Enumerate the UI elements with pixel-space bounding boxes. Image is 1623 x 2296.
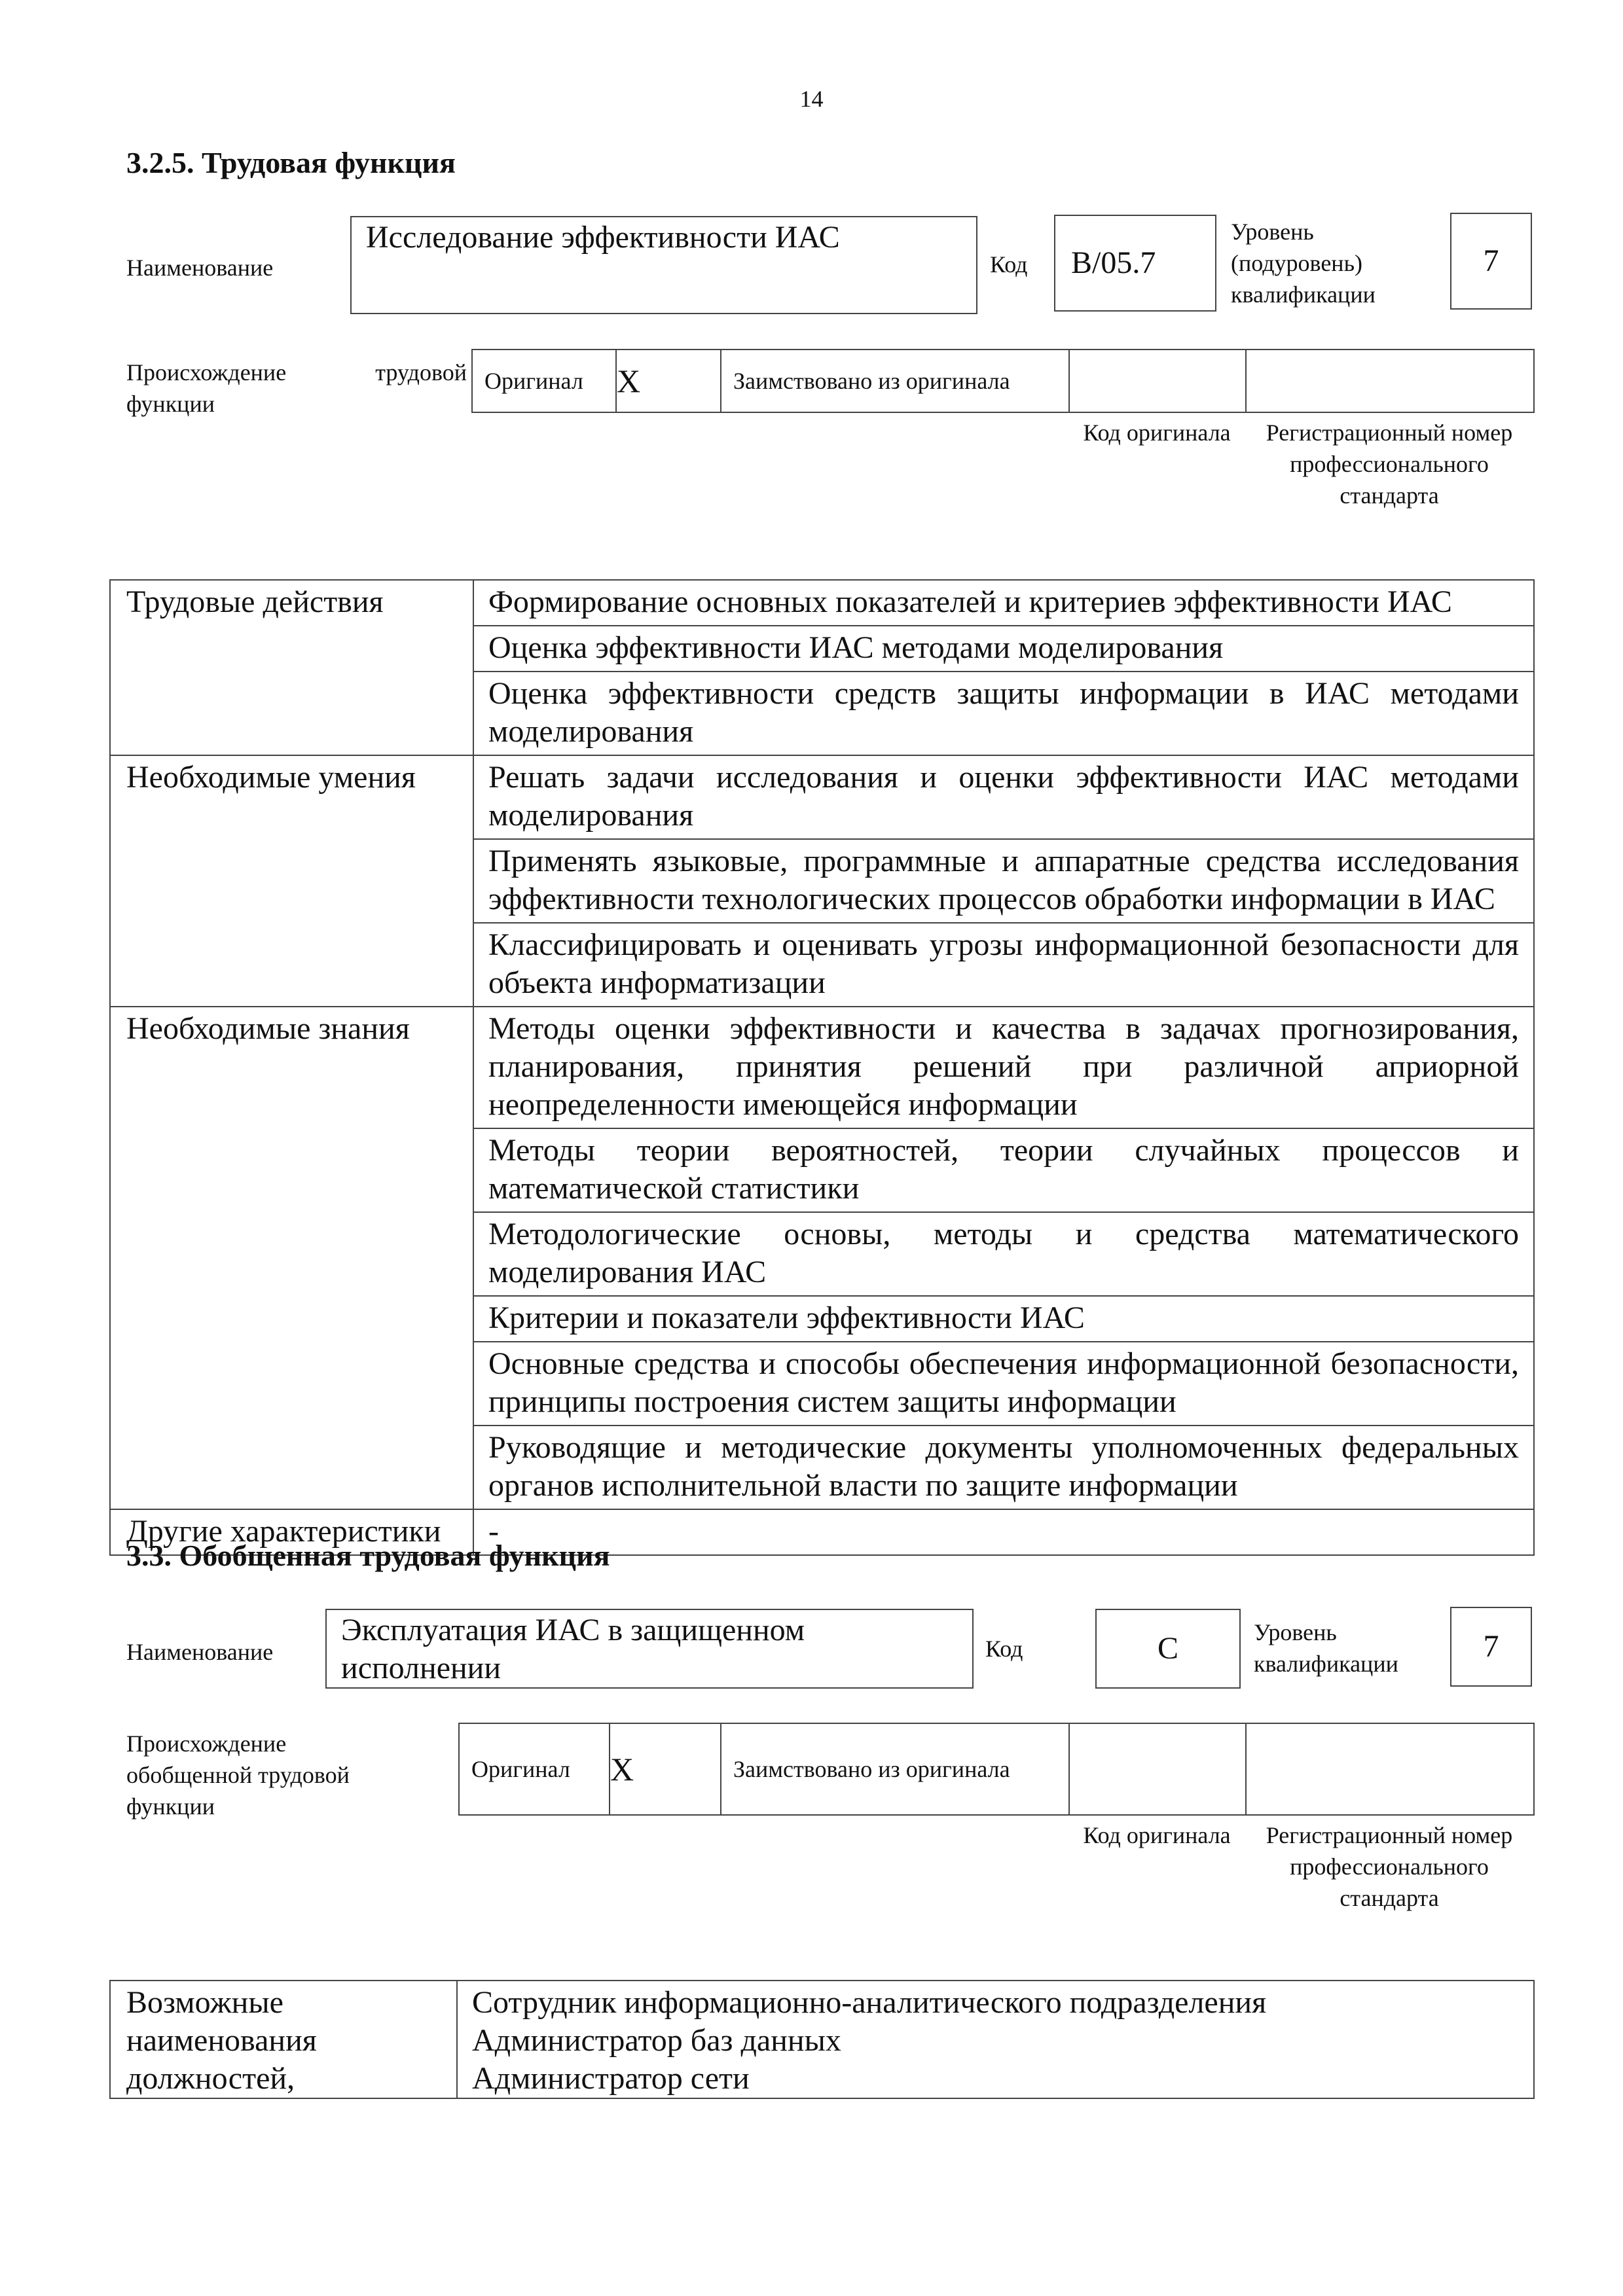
reg-number-cell-33 [1246, 1723, 1534, 1815]
original-label-33: Оригинал [459, 1723, 610, 1815]
reg-number-caption-33: Регистрационный номер профессионального стандарта [1266, 1822, 1513, 1911]
name-value-325: Исследование эффективности ИАС [350, 216, 977, 314]
row-heading-other: Другие характеристики [110, 1509, 473, 1555]
position-item: Администратор баз данных [472, 2023, 841, 2058]
borrowed-label-33: Заимствовано из оригинала [721, 1723, 1069, 1815]
position-item: Сотрудник информационно-аналитического подразделения [472, 1985, 1267, 2020]
code-label-325: Код [990, 251, 1028, 278]
name-label-325: Наименование [126, 255, 274, 281]
code-original-caption-33: Код оригинала [1083, 1822, 1231, 1848]
action-item: Оценка эффективности средств защиты информации в ИАС методами моделирования [473, 672, 1534, 755]
reg-number-cell-325 [1246, 350, 1534, 412]
original-label-325: Оригинал [472, 350, 616, 412]
code-label-33: Код [985, 1636, 1023, 1662]
action-item: Оценка эффективности ИАС методами моделирования [473, 626, 1534, 672]
skill-item: Решать задачи исследования и оценки эффективности ИАС методами моделирования [473, 755, 1534, 839]
function-table-325 [109, 579, 1535, 1556]
code-value-33: C [1095, 1609, 1241, 1689]
skill-item: Применять языковые, программные и аппаратные средства исследования эффективности технологических процессов обработки информации в ИАС [473, 839, 1534, 923]
page-number: 14 [799, 86, 824, 112]
borrowed-label-325: Заимствовано из оригинала [721, 350, 1069, 412]
level-value-33: 7 [1450, 1607, 1532, 1687]
row-heading-skills: Необходимые умения [110, 755, 473, 1007]
origin-label-33: Происхождение обобщенной трудовой функции [126, 1731, 350, 1820]
origin-label-325: Происхождение трудовой функции [126, 359, 467, 417]
original-mark-325: X [616, 350, 721, 412]
action-item: Формирование основных показателей и критериев эффективности ИАС [473, 580, 1534, 626]
knowledge-item: Основные средства и способы обеспечения информационной безопасности, принципы построения систем защиты информации [473, 1342, 1534, 1426]
reg-number-caption-325: Регистрационный номер профессионального стандарта [1266, 420, 1513, 509]
level-label-325: Уровень (подуровень) квалификации [1231, 219, 1376, 308]
row-heading-actions: Трудовые действия [110, 580, 473, 755]
knowledge-item: Руководящие и методические документы уполномоченных федеральных органов исполнительной власти по защите информации [473, 1426, 1534, 1509]
position-item: Администратор сети [472, 2061, 750, 2096]
name-label-33: Наименование [126, 1639, 274, 1665]
positions-cell [457, 1981, 1534, 2098]
level-label-33: Уровень квалификации [1254, 1619, 1398, 1677]
positions-label: Возможные наименования должностей, [110, 1981, 457, 2098]
name-value-33: Эксплуатация ИАС в защищенном исполнении [325, 1609, 974, 1689]
skill-item: Классифицировать и оценивать угрозы информационной безопасности для объекта информатизации [473, 923, 1534, 1007]
original-mark-33: X [610, 1723, 721, 1815]
knowledge-item: Методы теории вероятностей, теории случайных процессов и математической статистики [473, 1128, 1534, 1212]
row-heading-knowledge: Необходимые знания [110, 1007, 473, 1509]
code-original-cell-325 [1069, 350, 1246, 412]
knowledge-item: Методы оценки эффективности и качества в задачах прогнозирования, планирования, принятия решений при различной априорной неопределенности имеющейся информации [473, 1007, 1534, 1128]
knowledge-item: Критерии и показатели эффективности ИАС [473, 1296, 1534, 1342]
knowledge-item: Методологические основы, методы и средства математического моделирования ИАС [473, 1212, 1534, 1296]
section-heading-325: 3.2.5. Трудовая функция [126, 146, 456, 179]
positions-table-33 [109, 1980, 1535, 2099]
code-original-caption-325: Код оригинала [1083, 420, 1231, 446]
code-original-cell-33 [1069, 1723, 1246, 1815]
section-heading-33: 3.3. Обобщенная трудовая функция [126, 1539, 610, 1572]
origin-table-325 [471, 349, 1535, 413]
origin-table-33 [458, 1723, 1535, 1816]
code-value-325: B/05.7 [1054, 215, 1216, 312]
level-value-325: 7 [1450, 213, 1532, 310]
other-item: - [473, 1509, 1534, 1555]
